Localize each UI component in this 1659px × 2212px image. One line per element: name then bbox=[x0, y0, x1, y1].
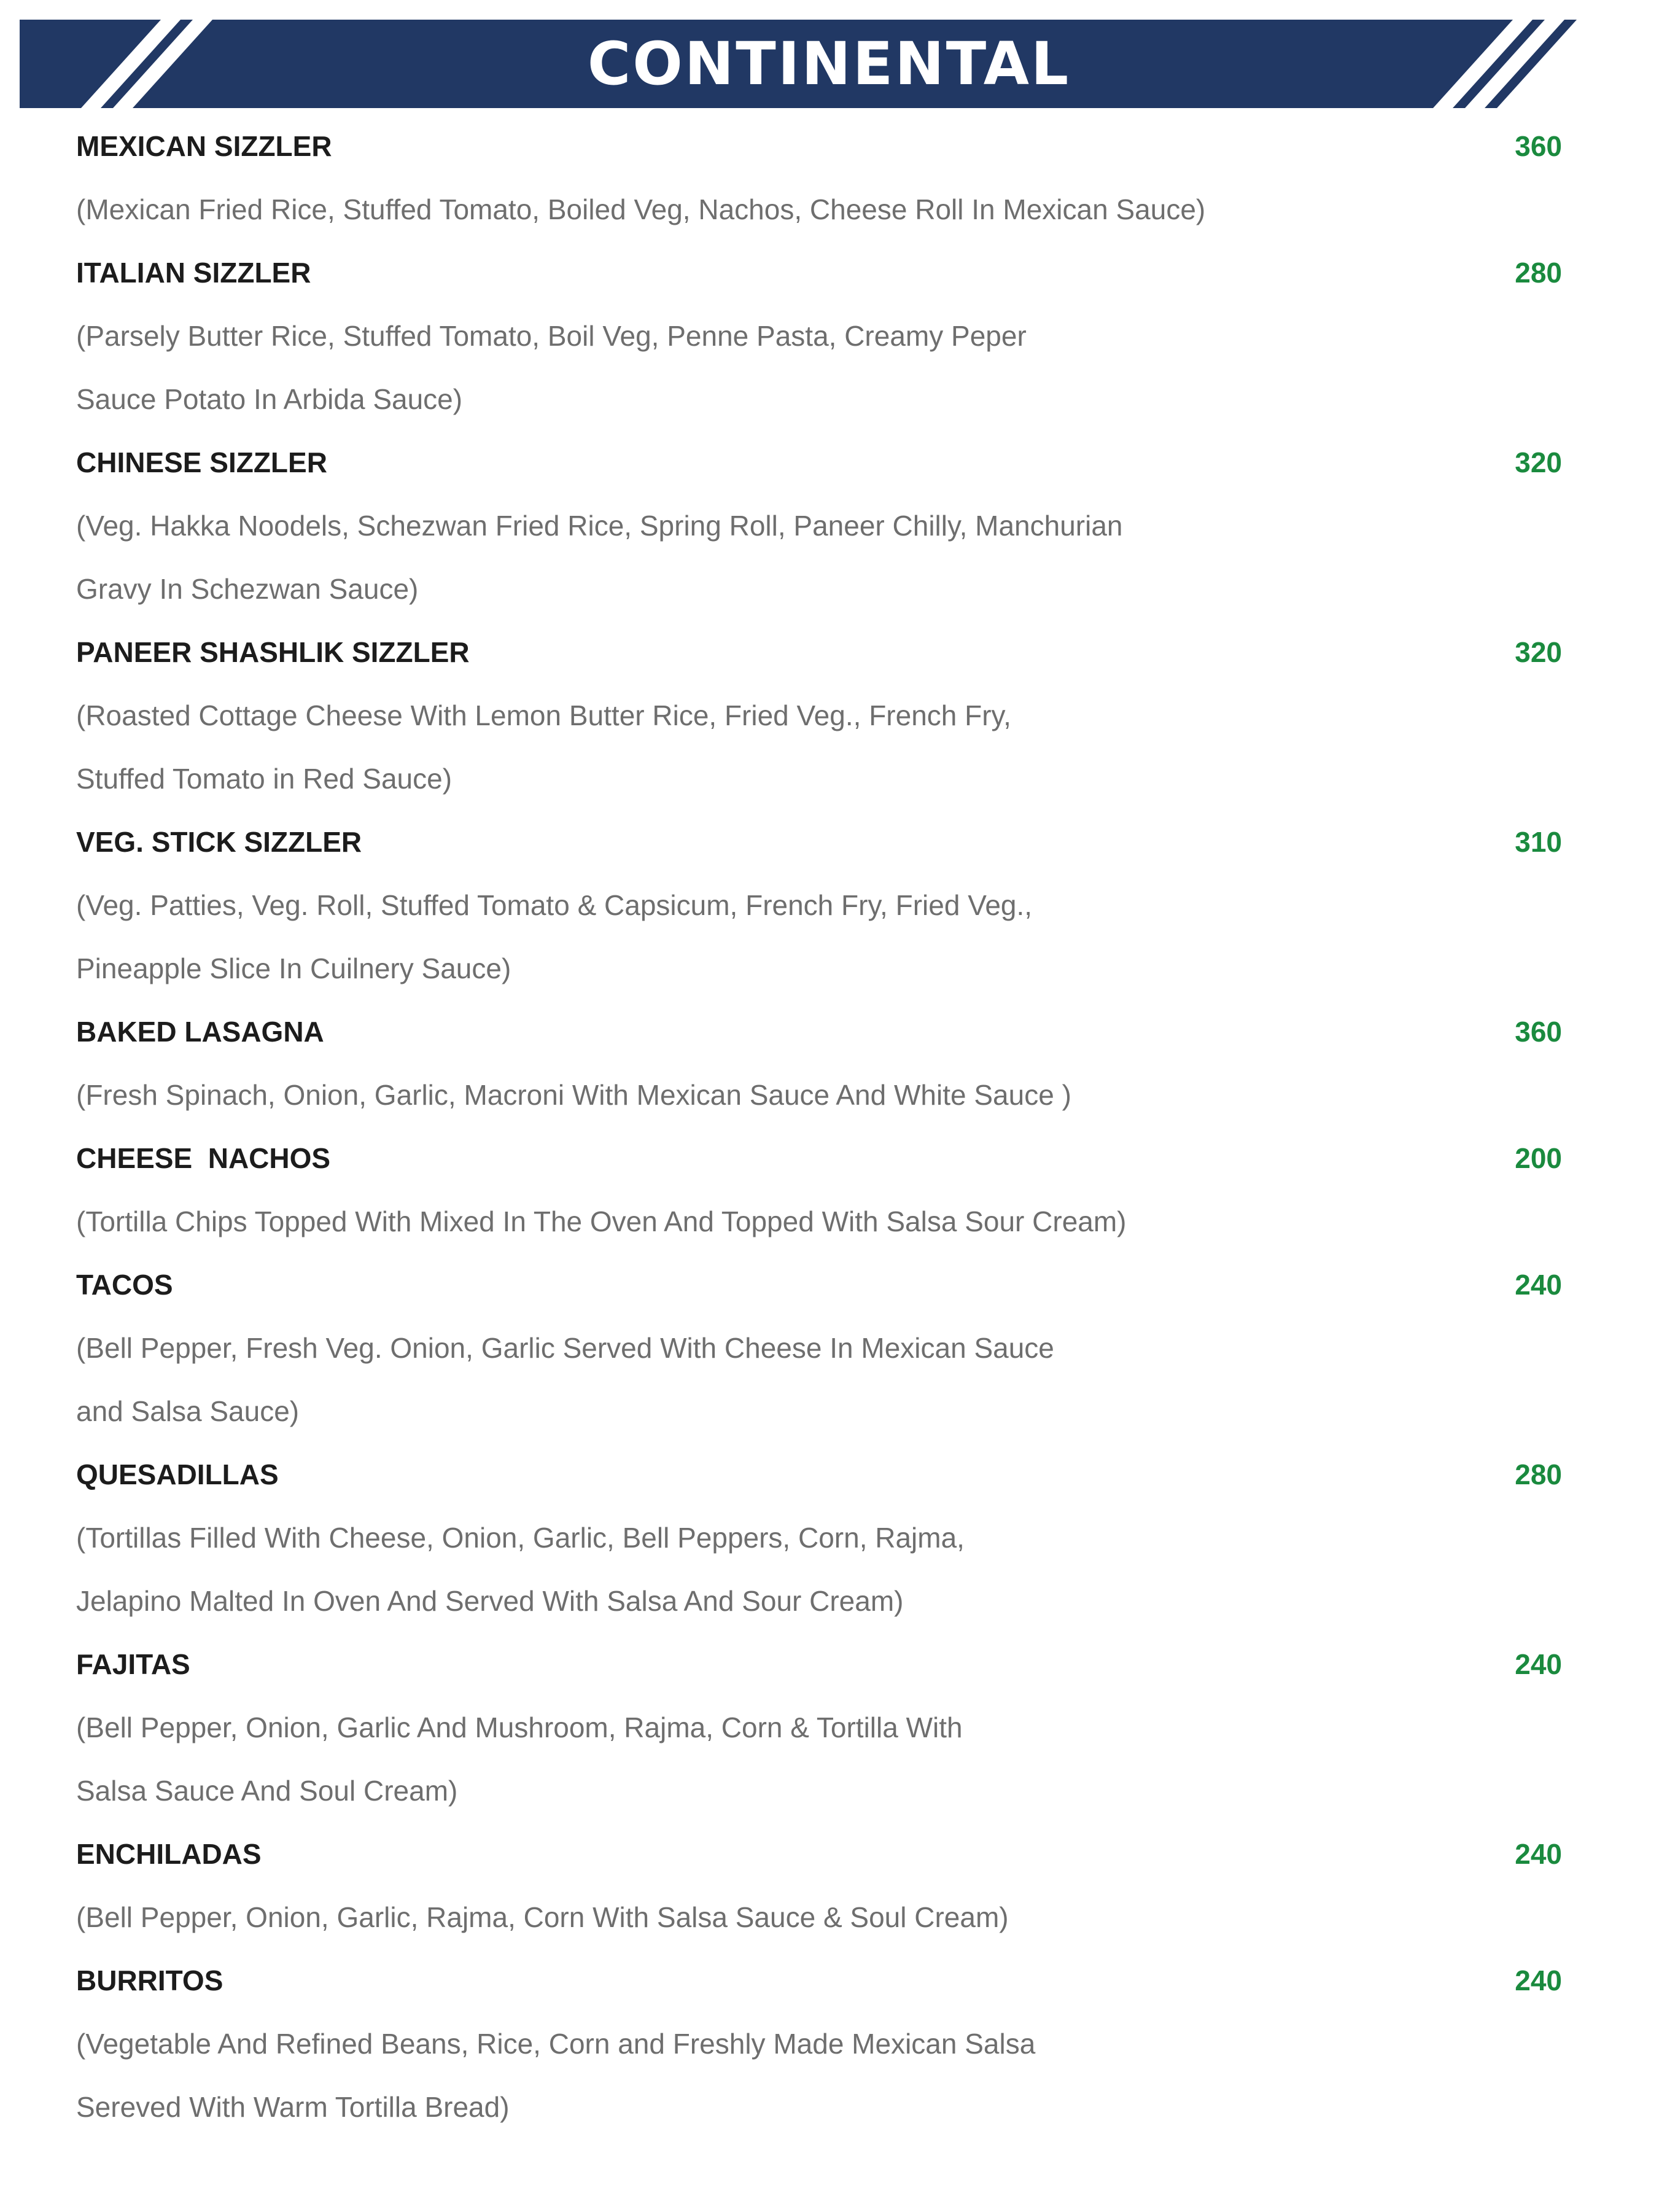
menu-item-price: 240 bbox=[1515, 1965, 1562, 1996]
menu-item-name: QUESADILLAS bbox=[76, 1458, 279, 1490]
menu-item-description: (Mexican Fried Rice, Stuffed Tomato, Boiled Veg, Nachos, Cheese Roll In Mexican Sauce) bbox=[76, 193, 1206, 225]
menu-item-name: ITALIAN SIZZLER bbox=[76, 257, 311, 289]
menu-item-header bbox=[76, 1833, 1562, 1896]
menu-item-name: CHINESE SIZZLER bbox=[76, 446, 327, 478]
menu-item-price: 280 bbox=[1515, 1458, 1562, 1490]
menu-item bbox=[76, 1137, 1562, 1264]
menu-item bbox=[76, 1264, 1562, 1454]
menu-item bbox=[76, 125, 1562, 252]
menu-item-description: Salsa Sauce And Soul Cream) bbox=[76, 1775, 458, 1807]
menu-item-header bbox=[76, 1454, 1562, 1517]
menu-item-name: TACOS bbox=[76, 1269, 173, 1301]
menu-item-header bbox=[76, 631, 1562, 695]
menu-item-description: (Tortilla Chips Topped With Mixed In The Oven And Topped With Salsa Sour Cream) bbox=[76, 1205, 1127, 1237]
menu-item-header bbox=[76, 1960, 1562, 2023]
menu-item-price: 240 bbox=[1515, 1269, 1562, 1301]
menu-item-description: (Bell Pepper, Fresh Veg. Onion, Garlic Served With Cheese In Mexican Sauce bbox=[76, 1332, 1054, 1364]
menu-item-description: (Fresh Spinach, Onion, Garlic, Macroni With Mexican Sauce And White Sauce ) bbox=[76, 1079, 1071, 1111]
menu-item bbox=[76, 252, 1562, 442]
menu-item-price: 240 bbox=[1515, 1838, 1562, 1870]
menu-item-header bbox=[76, 1011, 1562, 1074]
menu-item-description: and Salsa Sauce) bbox=[76, 1395, 300, 1427]
menu-item-header bbox=[76, 821, 1562, 884]
menu-item-name: FAJITAS bbox=[76, 1648, 190, 1680]
menu-item-price: 360 bbox=[1515, 1016, 1562, 1048]
menu-item-header bbox=[76, 125, 1562, 189]
menu-item-description: Stuffed Tomato in Red Sauce) bbox=[76, 763, 453, 795]
menu-item bbox=[76, 1454, 1562, 1643]
menu-item-header bbox=[76, 1643, 1562, 1707]
page-title: CONTINENTAL bbox=[587, 29, 1071, 98]
menu-item-description: (Tortillas Filled With Cheese, Onion, Garlic, Bell Peppers, Corn, Rajma, bbox=[76, 1522, 965, 1554]
menu-item bbox=[76, 442, 1562, 631]
menu-item-description: Pineapple Slice In Cuilnery Sauce) bbox=[76, 952, 511, 984]
menu-item bbox=[76, 1011, 1562, 1137]
menu-item-price: 320 bbox=[1515, 446, 1562, 478]
menu-item-header bbox=[76, 1264, 1562, 1327]
menu-item-name: MEXICAN SIZZLER bbox=[76, 130, 332, 162]
menu-item bbox=[76, 1960, 1562, 2149]
menu-item-header bbox=[76, 1137, 1562, 1201]
menu-item-name: ENCHILADAS bbox=[76, 1838, 262, 1870]
menu-item-price: 200 bbox=[1515, 1142, 1562, 1174]
menu-item-name: CHEESE NACHOS bbox=[76, 1142, 331, 1174]
menu-item bbox=[76, 1833, 1562, 1960]
menu-item-description: (Bell Pepper, Onion, Garlic And Mushroom, Rajma, Corn & Tortilla With bbox=[76, 1712, 963, 1743]
menu-item-description: (Veg. Patties, Veg. Roll, Stuffed Tomato & Capsicum, French Fry, Fried Veg., bbox=[76, 889, 1033, 921]
header-banner bbox=[20, 20, 1638, 108]
menu-item-description: Gravy In Schezwan Sauce) bbox=[76, 573, 419, 605]
menu-item bbox=[76, 1643, 1562, 1833]
menu-item-description: Sauce Potato In Arbida Sauce) bbox=[76, 383, 463, 415]
menu-item bbox=[76, 631, 1562, 821]
menu-item-price: 240 bbox=[1515, 1648, 1562, 1680]
menu-item-description: (Roasted Cottage Cheese With Lemon Butter Rice, Fried Veg., French Fry, bbox=[76, 699, 1011, 731]
menu-item-price: 320 bbox=[1515, 636, 1562, 668]
menu-item-header bbox=[76, 442, 1562, 505]
menu-item-name: PANEER SHASHLIK SIZZLER bbox=[76, 636, 470, 668]
menu-list bbox=[76, 125, 1562, 2149]
menu-item-name: BAKED LASAGNA bbox=[76, 1016, 324, 1048]
menu-item-price: 360 bbox=[1515, 130, 1562, 162]
menu-item-description: (Vegetable And Refined Beans, Rice, Corn and Freshly Made Mexican Salsa bbox=[76, 2028, 1036, 2060]
menu-item-description: (Veg. Hakka Noodels, Schezwan Fried Rice, Spring Roll, Paneer Chilly, Manchurian bbox=[76, 510, 1123, 542]
menu-item-price: 280 bbox=[1515, 257, 1562, 289]
menu-item-description: Jelapino Malted In Oven And Served With Salsa And Sour Cream) bbox=[76, 1585, 904, 1617]
menu-item-description: (Parsely Butter Rice, Stuffed Tomato, Boil Veg, Penne Pasta, Creamy Peper bbox=[76, 320, 1027, 352]
menu-item-header bbox=[76, 252, 1562, 315]
menu-item-name: BURRITOS bbox=[76, 1965, 223, 1996]
menu-item bbox=[76, 821, 1562, 1011]
menu-item-description: Sereved With Warm Tortilla Bread) bbox=[76, 2091, 510, 2123]
menu-item-description: (Bell Pepper, Onion, Garlic, Rajma, Corn With Salsa Sauce & Soul Cream) bbox=[76, 1901, 1009, 1933]
menu-item-price: 310 bbox=[1515, 826, 1562, 858]
menu-item-name: VEG. STICK SIZZLER bbox=[76, 826, 362, 858]
